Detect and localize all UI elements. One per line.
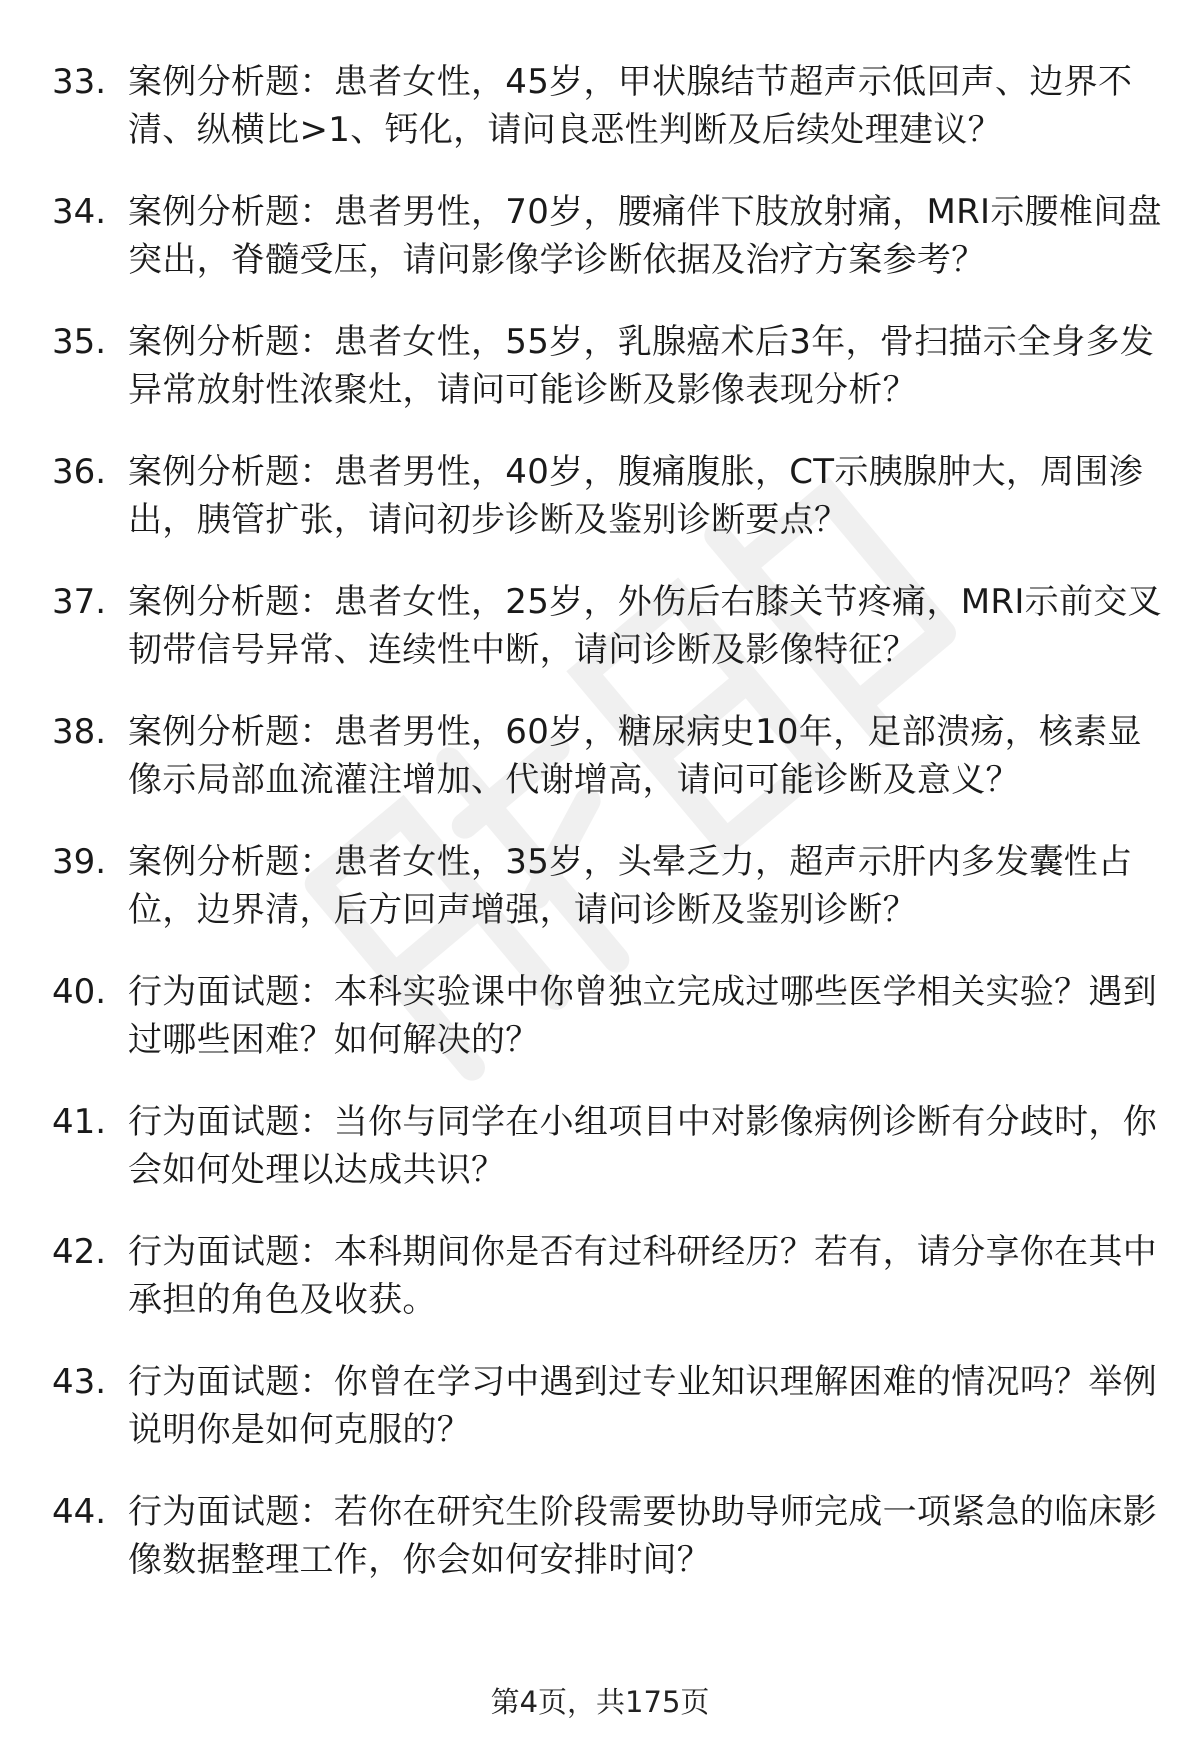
question-text: 行为面试题：你曾在学习中遇到过专业知识理解困难的情况吗？举例说明你是如何克服的？ bbox=[128, 1362, 1157, 1450]
question-text: 案例分析题：患者女性，55岁，乳腺癌术后3年，骨扫描示全身多发异常放射性浓聚灶，请问可能诊断及影像表现分析？ bbox=[128, 322, 1155, 410]
question-text: 行为面试题：本科期间你是否有过科研经历？若有，请分享你在其中承担的角色及收获。 bbox=[128, 1232, 1157, 1320]
question-number: 39. bbox=[52, 842, 107, 882]
question-number: 33. bbox=[52, 62, 107, 102]
question-list bbox=[0, 58, 1200, 1618]
question-text: 案例分析题：患者男性，70岁，腰痛伴下肢放射痛，MRI示腰椎间盘突出，脊髓受压，请问影像学诊断依据及治疗方案参考？ bbox=[128, 192, 1162, 280]
question-item bbox=[0, 188, 1200, 318]
question-number: 43. bbox=[52, 1362, 107, 1402]
question-number: 41. bbox=[52, 1102, 107, 1142]
question-item bbox=[0, 1358, 1200, 1488]
question-item bbox=[0, 1488, 1200, 1618]
question-text: 案例分析题：患者男性，60岁，糖尿病史10年，足部溃疡，核素显像示局部血流灌注增加、代谢增高，请问可能诊断及意义？ bbox=[128, 712, 1142, 800]
question-item bbox=[0, 318, 1200, 448]
question-number: 36. bbox=[52, 452, 107, 492]
question-item bbox=[0, 838, 1200, 968]
question-number: 37. bbox=[52, 582, 107, 622]
question-item bbox=[0, 448, 1200, 578]
question-text: 行为面试题：若你在研究生阶段需要协助导师完成一项紧急的临床影像数据整理工作，你会如何安排时间？ bbox=[128, 1492, 1157, 1580]
question-text: 案例分析题：患者男性，40岁，腹痛腹胀，CT示胰腺肿大，周围渗出，胰管扩张，请问初步诊断及鉴别诊断要点？ bbox=[128, 452, 1144, 540]
question-item bbox=[0, 1098, 1200, 1228]
question-text: 案例分析题：患者女性，35岁，头晕乏力，超声示肝内多发囊性占位，边界清，后方回声增强，请问诊断及鉴别诊断？ bbox=[128, 842, 1133, 930]
question-item bbox=[0, 1228, 1200, 1358]
question-text: 行为面试题：当你与同学在小组项目中对影像病例诊断有分歧时，你会如何处理以达成共识？ bbox=[128, 1102, 1157, 1190]
question-number: 34. bbox=[52, 192, 107, 232]
question-number: 44. bbox=[52, 1492, 107, 1532]
question-number: 40. bbox=[52, 972, 107, 1012]
question-text: 案例分析题：患者女性，25岁，外伤后右膝关节疼痛，MRI示前交叉韧带信号异常、连续性中断，请问诊断及影像特征？ bbox=[128, 582, 1162, 670]
question-number: 35. bbox=[52, 322, 107, 362]
question-text: 行为面试题：本科实验课中你曾独立完成过哪些医学相关实验？遇到过哪些困难？如何解决的？ bbox=[128, 972, 1157, 1060]
question-item bbox=[0, 578, 1200, 708]
question-number: 42. bbox=[52, 1232, 107, 1272]
question-text: 案例分析题：患者女性，45岁，甲状腺结节超声示低回声、边界不清、纵横比>1、钙化，请问良恶性判断及后续处理建议？ bbox=[128, 62, 1133, 150]
page-number: 第4页，共175页 bbox=[490, 1685, 710, 1719]
question-number: 38. bbox=[52, 712, 107, 752]
question-item bbox=[0, 58, 1200, 188]
question-item bbox=[0, 708, 1200, 838]
question-item bbox=[0, 968, 1200, 1098]
